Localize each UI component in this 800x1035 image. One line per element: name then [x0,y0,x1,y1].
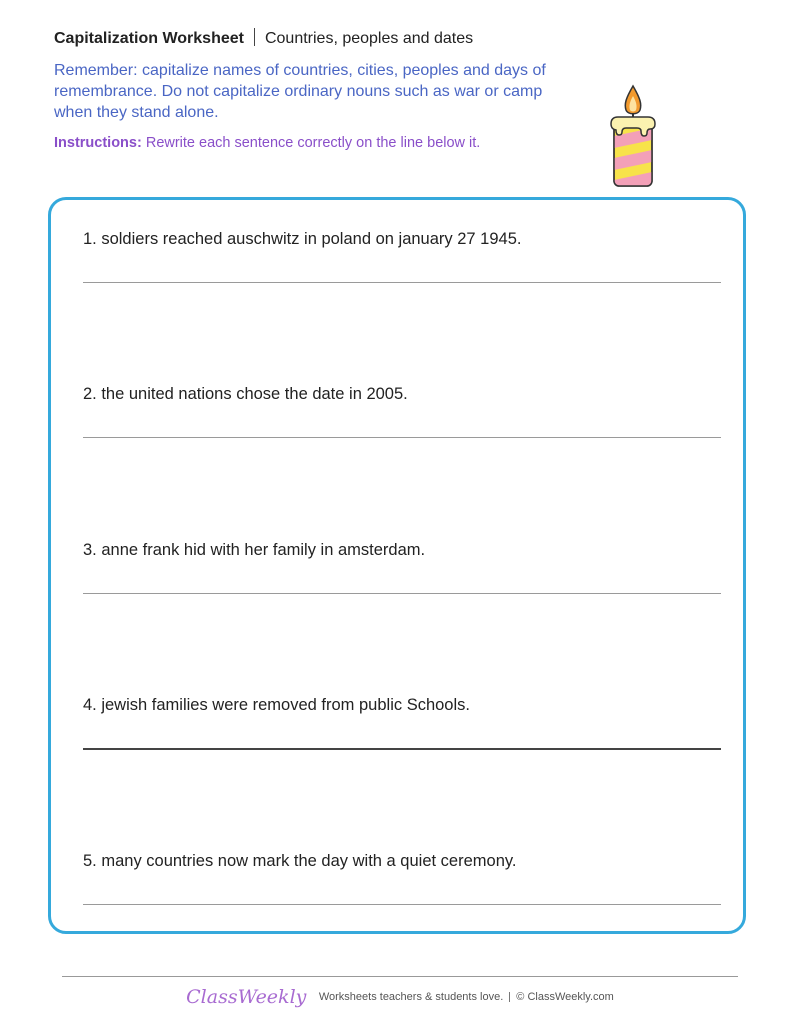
footer-separator [509,992,510,1002]
footer [0,986,800,1008]
answer-line[interactable] [83,904,721,905]
answer-line[interactable] [83,593,721,594]
question-text: 1. soldiers reached auschwitz in poland on january 27 1945. [83,230,522,248]
question-4 [83,696,721,715]
question-1 [83,230,721,249]
reminder-text: Remember: capitalize names of countries, cities, peoples and days of remembrance. Do not capitalize ordinary nouns such as war or camp when they stand alone. [54,62,546,121]
question-text: 4. jewish families were removed from public Schools. [83,696,470,714]
question-text: 3. anne frank hid with her family in amsterdam. [83,541,426,559]
footer-tagline: Worksheets teachers & students love. [318,991,504,1003]
question-text: 5. many countries now mark the day with a quiet ceremony. [83,852,517,870]
instructions [54,135,480,151]
questions-card [48,197,746,934]
answer-line[interactable] [83,437,721,438]
question-text: 2. the united nations chose the date in 2005. [83,385,408,403]
instructions-label: Instructions: [54,135,142,151]
footer-copyright: © ClassWeekly.com [516,991,614,1003]
worksheet-title: Capitalization Worksheet [54,30,244,47]
question-2 [83,385,721,404]
question-5 [83,852,721,871]
header-divider [254,28,255,46]
footer-divider [62,976,738,977]
answer-line[interactable] [83,282,721,283]
candle-icon [600,84,666,190]
brand-logo: ClassWeekly [186,986,307,1008]
worksheet-header [54,28,473,48]
question-3 [83,541,721,560]
answer-line[interactable] [83,748,721,750]
instructions-text: Rewrite each sentence correctly on the line below it. [145,135,481,151]
worksheet-subtitle: Countries, peoples and dates [264,30,474,47]
